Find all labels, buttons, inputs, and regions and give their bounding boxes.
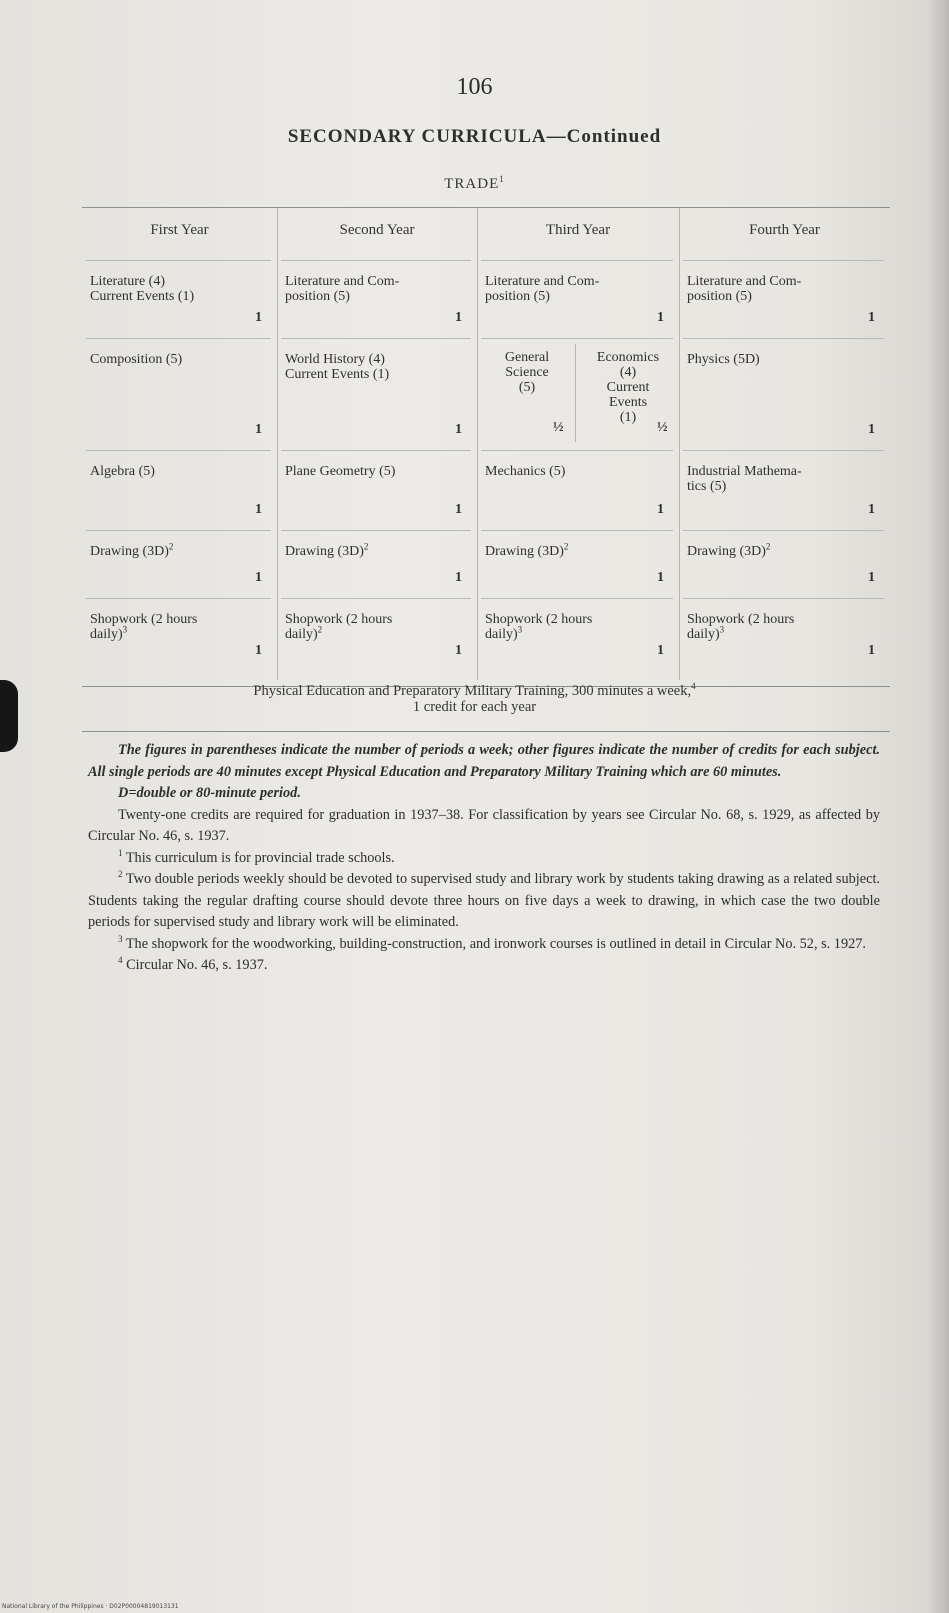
footnote-3 xyxy=(88,934,880,956)
subject-text: Literature (4) Current Events (1) xyxy=(90,274,195,304)
row-divider xyxy=(481,450,673,451)
credit-value: 1 xyxy=(455,422,462,437)
divider-rule xyxy=(82,731,890,732)
subject-text: Drawing (3D) xyxy=(687,544,766,559)
footnote-2-text: Two double periods weekly should be devoted to supervised study and library work by students taking drawing as a related subject. Students taking the regular drafting course should devote three hours on five days a week to drawing, in which case the two double periods for supervised study and library work will be eliminated. xyxy=(88,871,880,930)
credit-value: 1 xyxy=(455,643,462,658)
credit-value: 1 xyxy=(255,643,262,658)
footnote-marker: 2 xyxy=(765,541,771,552)
notes-credits: Twenty-one credits are required for graduation in 1937–38. For classification by years see Circular No. 68, s. 1929, as affected by Circular No. 46, s. 1937. xyxy=(88,806,880,844)
footnote-marker: 3 xyxy=(719,624,725,635)
subject-cell xyxy=(285,612,465,642)
footnote-2 xyxy=(88,869,880,934)
credit-value: 1 xyxy=(657,643,664,658)
row-divider xyxy=(481,260,673,261)
credit-value: 1 xyxy=(255,502,262,517)
footnote-marker: 4 xyxy=(691,681,696,692)
subject-cell xyxy=(285,541,465,559)
column-header: Second Year xyxy=(339,222,415,238)
row-divider xyxy=(86,530,271,531)
subject-cell xyxy=(90,612,265,642)
credit-value: 1 xyxy=(455,570,462,585)
footnote-3-text: The shopwork for the woodworking, building-construction, and ironwork courses is outlined in detail in Circular No. 52, s. 1927. xyxy=(125,935,866,952)
page-number: 106 xyxy=(456,74,493,100)
subject-cell xyxy=(485,612,667,642)
footnote-marker: 1 xyxy=(118,847,123,858)
row-divider xyxy=(683,260,884,261)
subject-cell: Economics (4) Current Events (1) xyxy=(596,350,660,425)
credit-value: 1 xyxy=(868,502,875,517)
footnote-marker: 3 xyxy=(122,624,128,635)
footnote-marker: 3 xyxy=(517,624,523,635)
row-divider xyxy=(281,598,471,599)
footnote-marker: 2 xyxy=(363,541,369,552)
subject-cell xyxy=(687,612,878,642)
column-divider xyxy=(477,208,478,680)
subject-cell xyxy=(285,464,465,479)
subject-cell xyxy=(485,464,667,479)
notes-block xyxy=(88,740,880,977)
column-divider xyxy=(277,208,278,680)
subject-cell xyxy=(90,464,265,479)
footnote-marker: 1 xyxy=(499,174,505,184)
curriculum-table xyxy=(82,207,890,687)
row-divider xyxy=(683,598,884,599)
footnote-1 xyxy=(88,848,880,870)
row-divider xyxy=(281,450,471,451)
credit-value: 1 xyxy=(255,310,262,325)
subject-text: Plane Geometry (5) xyxy=(285,464,396,479)
footnote-marker: 2 xyxy=(168,541,174,552)
footnote-1-text: This curriculum is for provincial trade schools. xyxy=(125,849,395,866)
subject-text: Shopwork (2 hours daily) xyxy=(485,612,593,642)
footnote-4 xyxy=(88,955,880,977)
column-header: Third Year xyxy=(545,222,611,238)
row-divider xyxy=(683,530,884,531)
subject-text: Industrial Mathema- tics (5) xyxy=(687,464,802,494)
footnote-4-text: Circular No. 46, s. 1937. xyxy=(126,957,268,973)
row-divider xyxy=(481,338,673,339)
subject-text: World History (4) Current Events (1) xyxy=(285,352,390,382)
credit-value: 1 xyxy=(455,502,462,517)
subject-cell xyxy=(687,541,878,559)
footnote-marker: 3 xyxy=(118,933,123,944)
pe-line-1-text: Physical Education and Preparatory Military Training, 300 minutes a week, xyxy=(253,683,692,699)
credit-value: 1 xyxy=(255,422,262,437)
subject-cell: General Science (5) xyxy=(504,350,550,395)
subject-cell xyxy=(90,274,265,304)
credit-value: ½ xyxy=(657,420,668,435)
subject-text: Shopwork (2 hours daily) xyxy=(687,612,795,642)
row-divider xyxy=(481,530,673,531)
footnote-marker: 4 xyxy=(118,955,123,966)
scan-footer-mark: National Library of the Philippines · D02P00004819013131 xyxy=(2,1603,179,1610)
row-divider xyxy=(281,530,471,531)
credit-value: 1 xyxy=(255,570,262,585)
row-divider xyxy=(683,338,884,339)
credit-value: 1 xyxy=(868,570,875,585)
page-title: SECONDARY CURRICULA—Continued xyxy=(287,126,662,147)
footnote-marker: 2 xyxy=(563,541,569,552)
column-header: First Year xyxy=(150,222,209,238)
subject-text: Drawing (3D) xyxy=(90,544,169,559)
row-divider xyxy=(86,260,271,261)
subheading-text: TRADE xyxy=(444,176,500,192)
subject-text: Algebra (5) xyxy=(90,464,155,479)
subject-cell xyxy=(90,541,265,559)
page-edge-shadow xyxy=(927,0,949,1613)
credit-value: 1 xyxy=(455,310,462,325)
footnote-marker: 2 xyxy=(317,624,323,635)
subject-cell xyxy=(687,274,878,304)
subject-text: Shopwork (2 hours daily) xyxy=(285,612,393,642)
row-divider xyxy=(281,260,471,261)
subject-text: Mechanics (5) xyxy=(485,464,566,479)
row-divider xyxy=(86,598,271,599)
notes-double: D=double or 80-minute period. xyxy=(118,785,301,801)
subheading xyxy=(0,176,949,193)
credit-value: ½ xyxy=(553,420,564,435)
row-divider xyxy=(86,338,271,339)
row-divider xyxy=(86,450,271,451)
column-header: Fourth Year xyxy=(749,222,820,238)
subject-cell xyxy=(90,352,265,367)
subject-cell xyxy=(285,352,465,382)
row-divider xyxy=(481,598,673,599)
footnote-marker: 2 xyxy=(118,869,123,880)
pe-note xyxy=(0,683,949,715)
credit-value: 1 xyxy=(868,310,875,325)
subject-cell xyxy=(485,541,667,559)
subject-cell xyxy=(687,464,878,494)
cell-split-divider xyxy=(575,344,576,442)
column-divider xyxy=(679,208,680,680)
subject-text: Drawing (3D) xyxy=(485,544,564,559)
subject-text: Shopwork (2 hours daily) xyxy=(90,612,198,642)
credit-value: 1 xyxy=(868,422,875,437)
credit-value: 1 xyxy=(657,570,664,585)
subject-text: Literature and Com- position (5) xyxy=(285,274,400,304)
subject-cell xyxy=(485,274,667,304)
pe-line-2: 1 credit for each year xyxy=(412,699,537,715)
pe-line-1 xyxy=(0,683,949,699)
subject-text: Literature and Com- position (5) xyxy=(485,274,600,304)
credit-value: 1 xyxy=(657,310,664,325)
notes-intro: The figures in parentheses indicate the number of periods a week; other figures indicate the number of credits for each subject. All single periods are 40 minutes except Physical Education and Preparatory Military Training which are 60 minutes. xyxy=(88,742,880,780)
subject-cell xyxy=(285,274,465,304)
row-divider xyxy=(683,450,884,451)
row-divider xyxy=(281,338,471,339)
credit-value: 1 xyxy=(868,643,875,658)
subject-text: Physics (5D) xyxy=(687,352,760,367)
credit-value: 1 xyxy=(657,502,664,517)
subject-text: Drawing (3D) xyxy=(285,544,364,559)
subject-cell xyxy=(687,352,878,367)
subject-text: Composition (5) xyxy=(90,352,183,367)
subject-text: Literature and Com- position (5) xyxy=(687,274,802,304)
